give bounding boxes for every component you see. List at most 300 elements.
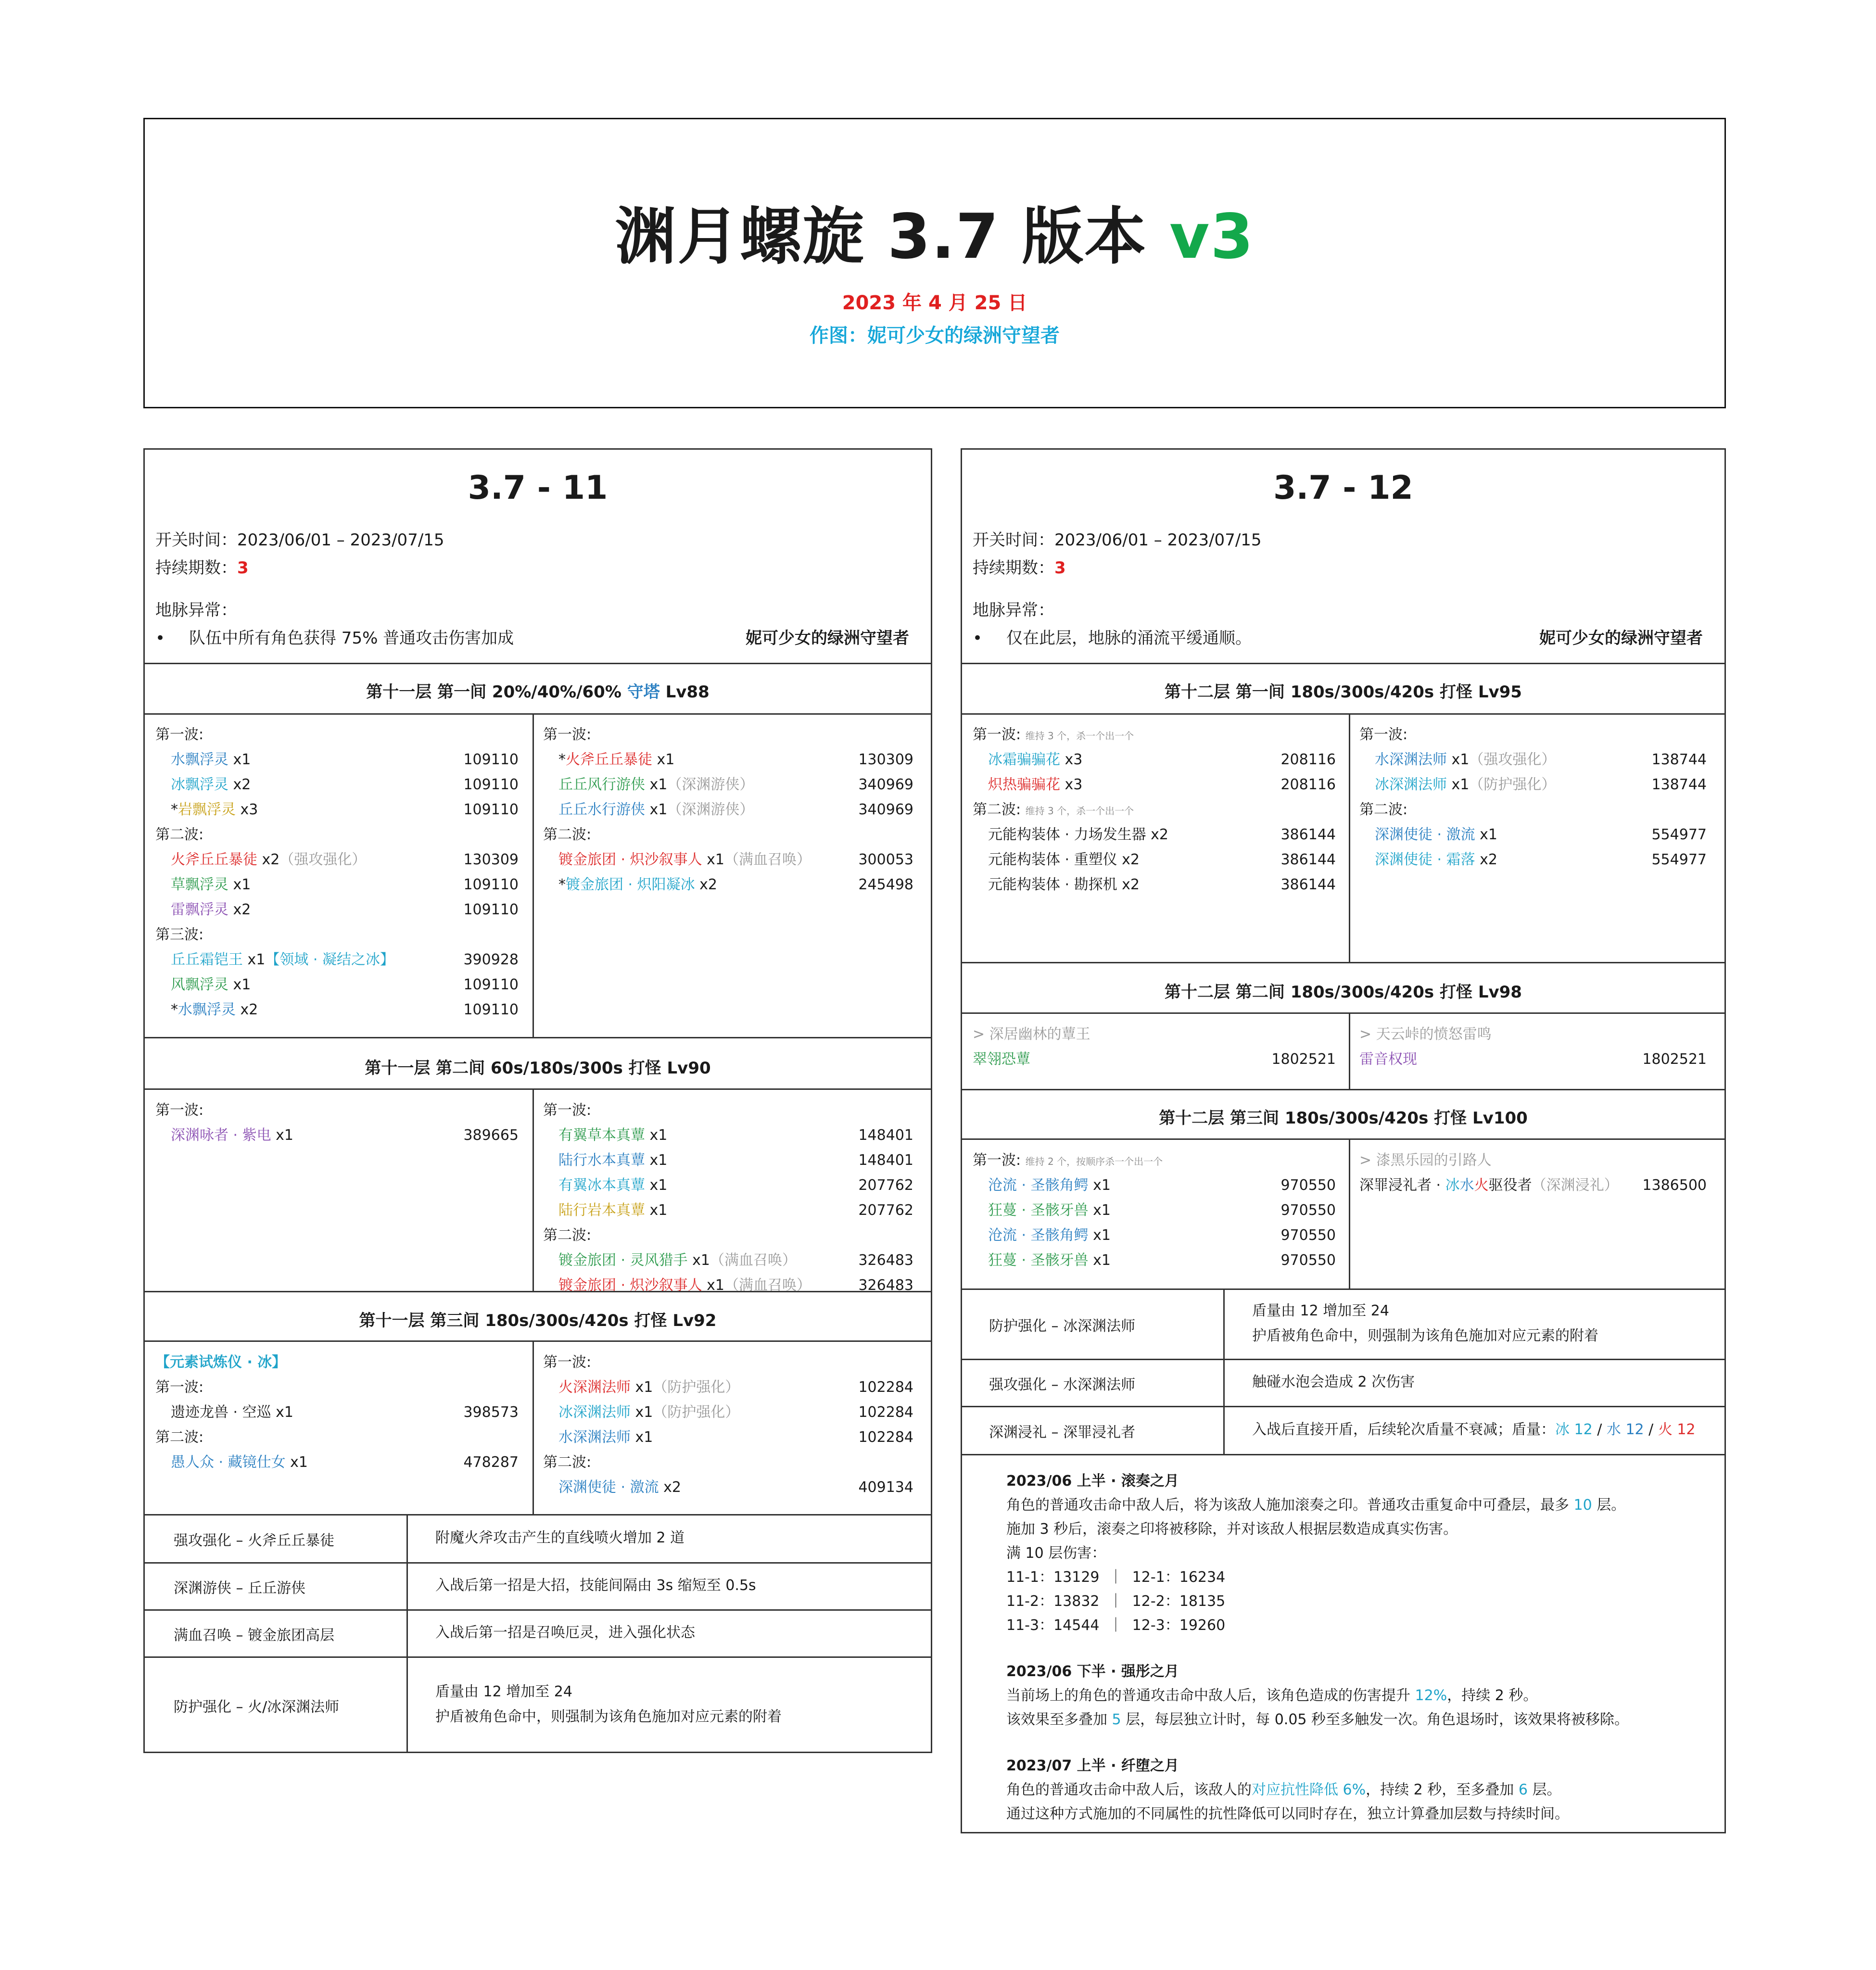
highlight: 对应抗性降低 6%: [1252, 1781, 1366, 1798]
buff-row: [145, 1656, 931, 1752]
wave-label: [973, 797, 1336, 822]
enemy-name: [988, 1223, 1111, 1248]
wave-label-text: [155, 1098, 203, 1123]
text: 当前场上的角色的普通攻击命中敌人后，该角色造成的伤害提升: [1006, 1687, 1415, 1704]
room-3-left-list: [155, 1350, 519, 1475]
enemy-prefix: *: [171, 1001, 178, 1018]
wave-text: 第二波:: [543, 1227, 592, 1244]
enemy-row: [1359, 747, 1707, 772]
enemy-count: x1: [645, 1127, 668, 1144]
enemy-name: [558, 1400, 739, 1425]
moon-3-title: 2023/07 上半 · 纤堕之月: [1006, 1757, 1179, 1774]
enemy-hp: 389665: [463, 1127, 519, 1144]
enemy-note: （满血召唤）: [724, 851, 811, 868]
enemy-row: [543, 1123, 913, 1148]
moon-3-line-1: [1006, 1778, 1705, 1802]
enemy-row: [155, 947, 519, 972]
enemy-name: [171, 872, 251, 897]
enemy-hp: 340969: [858, 801, 913, 818]
enemy-count: x1: [631, 1379, 653, 1396]
wave-label-text: [155, 1425, 203, 1450]
enemy-name: [558, 872, 717, 897]
page-title: [145, 199, 1724, 276]
wave-text: 第一波:: [973, 726, 1021, 743]
moon-1-line-2: 施加 3 秒后，滚奏之印将被移除，并对该敌人根据层数造成真实伤害。: [1006, 1521, 1458, 1538]
buff-desc-text: 护盾被角色命中，则强制为该角色施加对应元素的附着: [435, 1708, 782, 1725]
open-time: 开关时间：2023/06/01 – 2023/07/15: [155, 530, 444, 550]
wave-label-text: [155, 1375, 203, 1400]
enemy-row: [973, 1198, 1336, 1223]
enemy-count: x2: [257, 851, 280, 868]
room-2-right-list: [543, 1098, 913, 1298]
enemy-name: [171, 897, 251, 922]
enemy-hp: 300053: [858, 851, 913, 868]
enemy-label: 深渊咏者 · 紫电: [171, 1127, 271, 1144]
room-3-left-list: [973, 1148, 1336, 1273]
enemy-row: [543, 1425, 913, 1450]
publish-date: 2023 年 4 月 25 日: [842, 292, 1027, 314]
enemy-hp: 102284: [858, 1404, 913, 1421]
enemy-label: 水深渊法师: [558, 1429, 631, 1446]
wave-label: [1359, 797, 1707, 822]
enemy-label: 有翼冰本真蕈: [558, 1177, 645, 1194]
enemy-count: x2: [236, 1001, 258, 1018]
enemy-label: 风飘浮灵: [171, 976, 228, 993]
enemy-label: 冰深渊法师: [1375, 776, 1447, 793]
enemy-note: （深渊浸礼）: [1532, 1177, 1619, 1194]
buff-desc: [435, 1526, 684, 1551]
enemy-name: [171, 847, 366, 872]
enemy-name-d: 火: [1474, 1177, 1489, 1194]
enemy-count: x1: [1088, 1202, 1111, 1219]
buff-desc: 入战后直接开盾，后续轮次盾量不衰减；盾量：冰 12 / 水 12 / 火 12: [1252, 1421, 1696, 1438]
wave-label-text: [543, 1223, 591, 1248]
enemy-count: x2: [228, 776, 251, 793]
enemy-label: 翠翎恐蕈: [973, 1051, 1030, 1068]
wave-label: [155, 922, 519, 947]
enemy-count: x1: [228, 876, 251, 893]
buff-row: [145, 1562, 931, 1609]
enemy-label: 丘丘风行游侠: [558, 776, 645, 793]
buff-desc: [435, 1620, 695, 1645]
moon-1-damage-3: 11-3：14544 ｜ 12-3：19260: [1006, 1617, 1226, 1634]
column-divider: [1349, 1012, 1350, 1089]
enemy-name: [1375, 847, 1497, 872]
enemy-row: [1359, 1047, 1707, 1072]
enemy-count: x1: [285, 1454, 308, 1471]
enemy-row: [973, 747, 1336, 772]
enemy-hp: 386144: [1280, 876, 1336, 893]
enemy-hp: 148401: [858, 1127, 913, 1144]
wave-label: [543, 722, 913, 747]
wave-text: 第二波:: [973, 801, 1021, 818]
highlight: 6: [1518, 1781, 1528, 1798]
wave-text: 第一波:: [155, 1379, 204, 1396]
enemy-row: [973, 772, 1336, 797]
buff-desc-text: 入战后直接开盾，后续轮次盾量不衰减；盾量：: [1252, 1421, 1555, 1438]
buff-row: [962, 1406, 1724, 1454]
text: 该效果至多叠加: [1006, 1711, 1112, 1728]
bullet-dot: •: [155, 629, 165, 648]
enemy-hp: 1802521: [1271, 1051, 1336, 1068]
enemy-note: （防护强化）: [1469, 776, 1556, 793]
enemy-label: 炽热骗骗花: [988, 776, 1060, 793]
wave-text: 第一波:: [973, 1152, 1021, 1169]
enemy-count: x2: [228, 901, 251, 918]
enemy-count: x3: [236, 801, 258, 818]
enemy-count: x1: [645, 1202, 668, 1219]
enemy-hp: 207762: [858, 1177, 913, 1194]
text: 层，每层独立计时，每 0.05 秒至多触发一次。角色退场时，该效果将被移除。: [1121, 1711, 1629, 1728]
enemy-count: x1: [1088, 1177, 1111, 1194]
wave-text: 第一波:: [543, 1354, 592, 1371]
ley-line-effect: [973, 625, 1252, 648]
room-3-right-list: [543, 1350, 913, 1500]
divider: [145, 663, 931, 664]
enemy-row: [973, 1173, 1336, 1198]
enemy-hp: 970550: [1280, 1252, 1336, 1269]
divider: [145, 713, 931, 715]
buff-desc: [435, 1680, 572, 1705]
enemy-hp: 554977: [1651, 851, 1707, 868]
enemy-hp: 340969: [858, 776, 913, 793]
room-1-right-list: [543, 722, 913, 897]
ley-line-label: 地脉异常：: [973, 601, 1054, 620]
enemy-name: [1359, 1173, 1619, 1198]
wave-text: 第一波:: [543, 726, 592, 743]
enemy-label: 冰霜骗骗花: [988, 751, 1060, 768]
buff-key: 防护强化 – 火/冰深渊法师: [174, 1698, 340, 1716]
column-divider: [532, 713, 534, 1037]
enemy-prefix: *: [558, 751, 566, 768]
wave-text: 第二波:: [1359, 801, 1408, 818]
enemy-row: [973, 847, 1336, 872]
moon-3-line-2: 通过这种方式施加的不同属性的抗性降低可以同时存在，独立计算叠加层数与持续时间。: [1006, 1806, 1569, 1822]
column-divider: [532, 1340, 534, 1514]
enemy-count: x2: [1475, 851, 1497, 868]
title-box: [143, 118, 1726, 408]
enemy-count: x1: [645, 776, 668, 793]
trial-tag: [155, 1350, 519, 1375]
divider: [145, 1340, 931, 1342]
enemy-name: [558, 1273, 811, 1298]
enemy-row: [973, 1047, 1336, 1072]
enemy-count: x2: [1117, 876, 1140, 893]
enemy-label: 水深渊法师: [1375, 751, 1447, 768]
enemy-row: [155, 897, 519, 922]
highlight: 12%: [1415, 1687, 1447, 1704]
enemy-name: [988, 1198, 1111, 1223]
wave-text: 第一波:: [543, 1102, 592, 1119]
room-1-title-a: 第十一层 第一间 20%/40%/60%: [366, 682, 627, 702]
enemy-label: 沧流 · 圣骸角鳄: [988, 1227, 1089, 1244]
enemy-row: [543, 1400, 913, 1425]
enemy-label: 镀金旅团 · 灵风猎手: [558, 1252, 688, 1269]
enemy-name: [171, 947, 394, 972]
buff-desc: [1252, 1324, 1598, 1349]
enemy-count: x1: [228, 976, 251, 993]
author-signature: 妮可少女的绿洲守望者: [746, 629, 909, 648]
enemy-label: 有翼草本真蕈: [558, 1127, 645, 1144]
enemy-count: x1: [1447, 751, 1470, 768]
enemy-name: [558, 1248, 797, 1273]
enemy-row: [155, 772, 519, 797]
enemy-label: 狂蔓 · 圣骸牙兽: [988, 1202, 1089, 1219]
enemy-label: 丘丘霜铠王: [171, 951, 243, 968]
enemy-name: [1375, 822, 1497, 847]
enemy-label: 陆行水本真蕈: [558, 1152, 645, 1169]
wave-label: [155, 1375, 519, 1400]
enemy-name: [558, 1425, 653, 1450]
duration-label: 持续期数：: [155, 558, 237, 578]
enemy-hp: 109110: [463, 876, 519, 893]
enemy-row: [155, 872, 519, 897]
enemy-hp: 1386500: [1642, 1177, 1707, 1194]
enemy-prefix: *: [558, 876, 566, 893]
enemy-name: [988, 847, 1140, 872]
wave-label-text: [973, 1148, 1163, 1174]
enemy-label: 雷飘浮灵: [171, 901, 228, 918]
enemy-note: （强攻强化）: [1469, 751, 1556, 768]
enemy-count: x1: [652, 751, 675, 768]
wave-note: 维持 3 个，杀一个出一个: [1025, 730, 1134, 742]
wave-label: [155, 1425, 519, 1450]
enemy-count: x1: [271, 1404, 293, 1421]
wave-label: [543, 1350, 913, 1375]
room-1-right-list: [1359, 722, 1707, 872]
enemy-row: [155, 1400, 519, 1425]
enemy-name: [988, 1248, 1111, 1273]
enemy-note: （深渊游侠）: [667, 776, 754, 793]
enemy-row: [543, 847, 913, 872]
floor-11-panel: [143, 448, 932, 1753]
enemy-hp: 109110: [463, 776, 519, 793]
wave-label: [543, 822, 913, 847]
divider: [962, 1089, 1724, 1090]
enemy-hp: 109110: [463, 901, 519, 918]
enemy-row: [543, 1173, 913, 1198]
room-3-title: 第十一层 第三间 180s/300s/420s 打怪 Lv92: [359, 1311, 717, 1330]
divider: [145, 1088, 931, 1090]
enemy-hp: 102284: [858, 1379, 913, 1396]
divider: [962, 1012, 1724, 1014]
buff-desc-text: 护盾被角色命中，则强制为该角色施加对应元素的附着: [1252, 1327, 1598, 1344]
enemy-row: [543, 1375, 913, 1400]
enemy-label: 冰深渊法师: [558, 1404, 631, 1421]
moon-1-line-1: [1006, 1493, 1705, 1517]
enemy-label: 元能构装体 · 力场发生器: [988, 826, 1146, 843]
gray-label: > 天云峠的愤怒雷鸣: [1359, 1026, 1492, 1043]
enemy-count: x1: [631, 1404, 653, 1421]
enemy-hp: 386144: [1280, 826, 1336, 843]
enemy-row: [543, 772, 913, 797]
enemy-label: 火斧丘丘暴徒: [566, 751, 652, 768]
wave-text: 第一波:: [155, 1102, 204, 1119]
enemy-label: 元能构装体 · 勘探机: [988, 876, 1117, 893]
wave-text: 第二波:: [155, 826, 204, 843]
room-1-title-c: Lv88: [659, 682, 710, 702]
text: ，持续 2 秒，至多叠加: [1366, 1781, 1519, 1798]
enemy-label: 愚人众 · 藏镜仕女: [171, 1454, 286, 1471]
enemy-label: 沧流 · 圣骸角鳄: [988, 1177, 1089, 1194]
wave-label: [1359, 722, 1707, 747]
enemy-row: [155, 972, 519, 998]
enemy-name: [171, 772, 251, 797]
wave-label-text: [155, 822, 203, 847]
wave-label-text: [1359, 797, 1407, 822]
wave-label: [155, 822, 519, 847]
enemy-row: [1359, 847, 1707, 872]
shield-value: 冰 12: [1555, 1421, 1593, 1438]
enemy-row: [155, 847, 519, 872]
highlight: 10: [1573, 1497, 1592, 1514]
enemy-row: [973, 822, 1336, 847]
enemy-name-a: 深罪浸礼者 ·: [1359, 1177, 1445, 1194]
enemy-label: 水飘浮灵: [171, 751, 228, 768]
text: ，持续 2 秒。: [1447, 1687, 1538, 1704]
enemy-row: [155, 797, 519, 822]
enemy-name-b: 冰: [1445, 1177, 1460, 1194]
buff-key: 满血召唤 – 镀金旅团高层: [174, 1627, 335, 1644]
enemy-name: [558, 1198, 667, 1223]
enemy-name: [171, 747, 251, 772]
enemy-hp: 245498: [858, 876, 913, 893]
enemy-row: [543, 1248, 913, 1273]
enemy-name: [973, 1047, 1030, 1072]
wave-text: 第一波:: [155, 726, 204, 743]
enemy-name: [558, 847, 811, 872]
enemy-name: [1375, 747, 1556, 772]
enemy-name: [988, 822, 1168, 847]
enemy-name: [558, 1475, 681, 1500]
divider: [962, 962, 1724, 963]
enemy-name: [171, 972, 251, 998]
enemy-hp: 1802521: [1642, 1051, 1707, 1068]
title-text: 渊月螺旋 3.7 版本: [615, 201, 1147, 273]
enemy-note: （深渊游侠）: [667, 801, 754, 818]
enemy-count: x1: [645, 801, 668, 818]
enemy-label: 镀金旅团 · 炽沙叙事人: [558, 851, 702, 868]
wave-text: 第二波:: [543, 1454, 592, 1471]
enemy-hp: 478287: [463, 1454, 519, 1471]
enemy-count: x3: [1060, 776, 1083, 793]
buff-key: 深渊浸礼 – 深罪浸礼者: [989, 1424, 1136, 1441]
enemy-count: x1: [1088, 1252, 1111, 1269]
wave-label-text: [973, 722, 1134, 748]
enemy-count: x1: [702, 851, 724, 868]
buff-desc-text: 附魔火斧攻击产生的直线喷火增加 2 道: [435, 1529, 685, 1546]
panel-title: 3.7 - 12: [1273, 469, 1413, 507]
wave-label-text: [543, 822, 591, 847]
enemy-name: [988, 772, 1082, 797]
column-divider: [1349, 713, 1350, 962]
wave-label: [543, 1223, 913, 1248]
wave-label-text: [1359, 722, 1407, 747]
floor-12-panel: [961, 448, 1726, 1833]
gray-label: > 漆黑乐园的引路人: [1359, 1152, 1492, 1169]
buff-row: [145, 1514, 931, 1562]
enemy-row: [973, 1248, 1336, 1273]
enemy-name: [558, 1375, 739, 1400]
buff-key: 深渊游侠 – 丘丘游侠: [174, 1580, 306, 1597]
panel-title: 3.7 - 11: [468, 469, 608, 507]
moon-blessings: [1006, 1469, 1705, 1826]
enemy-hp: 109110: [463, 976, 519, 993]
enemy-row: [543, 872, 913, 897]
room-3-right-list: [1359, 1148, 1707, 1198]
group-label: [1359, 1022, 1707, 1047]
enemy-row: [543, 1148, 913, 1173]
enemy-label: 镀金旅团 · 炽阳凝冰: [566, 876, 695, 893]
shield-value: 火 12: [1658, 1421, 1696, 1438]
enemy-name: [171, 797, 258, 822]
enemy-count: x3: [1060, 751, 1083, 768]
room-1-title: [145, 679, 931, 702]
buff-desc: [435, 1705, 782, 1730]
buff-desc-text: 入战后第一招是大招，技能间隔由 3s 缩短至 0.5s: [435, 1577, 756, 1594]
enemy-hp: 970550: [1280, 1227, 1336, 1244]
wave-label: [155, 722, 519, 747]
divider: [962, 713, 1724, 715]
enemy-hp: 109110: [463, 751, 519, 768]
trial-tag-text: 【元素试炼仪 · 冰】: [155, 1354, 287, 1371]
enemy-hp: 130309: [858, 751, 913, 768]
group-label: [1359, 1148, 1707, 1173]
enemy-row: [155, 1123, 519, 1148]
enemy-name: [171, 1450, 308, 1475]
enemy-row: [1359, 772, 1707, 797]
wave-label: [973, 1148, 1336, 1173]
enemy-row: [543, 1198, 913, 1223]
room-1-left-list: [155, 722, 519, 1023]
enemy-label: 火深渊法师: [558, 1379, 631, 1396]
enemy-count: x1: [645, 1177, 668, 1194]
buff-desc-text: 触碰水泡会造成 2 次伤害: [1252, 1374, 1415, 1390]
author-signature: 妮可少女的绿洲守望者: [1539, 629, 1703, 648]
room-1-title: 第十二层 第一间 180s/300s/420s 打怪 Lv95: [1165, 682, 1522, 702]
enemy-row: [543, 747, 913, 772]
buff-desc-text: 盾量由 12 增加至 24: [1252, 1302, 1389, 1319]
text: 层。: [1527, 1781, 1561, 1798]
shield-value: 水 12: [1606, 1421, 1644, 1438]
room-2-left-list: [973, 1022, 1336, 1072]
buff-key: 强攻强化 – 火斧丘丘暴徒: [174, 1532, 335, 1549]
enemy-row: [543, 1475, 913, 1500]
enemy-hp: 326483: [858, 1252, 913, 1269]
enemy-name: [558, 772, 754, 797]
enemy-note: （防护强化）: [653, 1404, 740, 1421]
enemy-label: 丘丘水行游侠: [558, 801, 645, 818]
enemy-hp: 554977: [1651, 826, 1707, 843]
enemy-count: x1: [1088, 1227, 1111, 1244]
enemy-label: 狂蔓 · 圣骸牙兽: [988, 1252, 1089, 1269]
buff-desc: [1252, 1299, 1389, 1324]
wave-text: 第二波:: [155, 1429, 204, 1446]
room-2-title: 第十一层 第二间 60s/180s/300s 打怪 Lv90: [365, 1059, 711, 1078]
wave-label-text: [973, 797, 1134, 823]
enemy-name: [171, 1123, 293, 1148]
wave-label: [543, 1450, 913, 1475]
divider: [962, 663, 1724, 664]
ley-line-effect: [155, 625, 514, 648]
ley-line-label: 地脉异常：: [155, 601, 237, 620]
wave-label-text: [543, 1450, 591, 1475]
enemy-prefix: *: [171, 801, 178, 818]
enemy-name-e: 驱役者: [1488, 1177, 1532, 1194]
wave-label-text: [543, 722, 591, 747]
enemy-name: [988, 747, 1082, 772]
duration: [155, 555, 249, 578]
